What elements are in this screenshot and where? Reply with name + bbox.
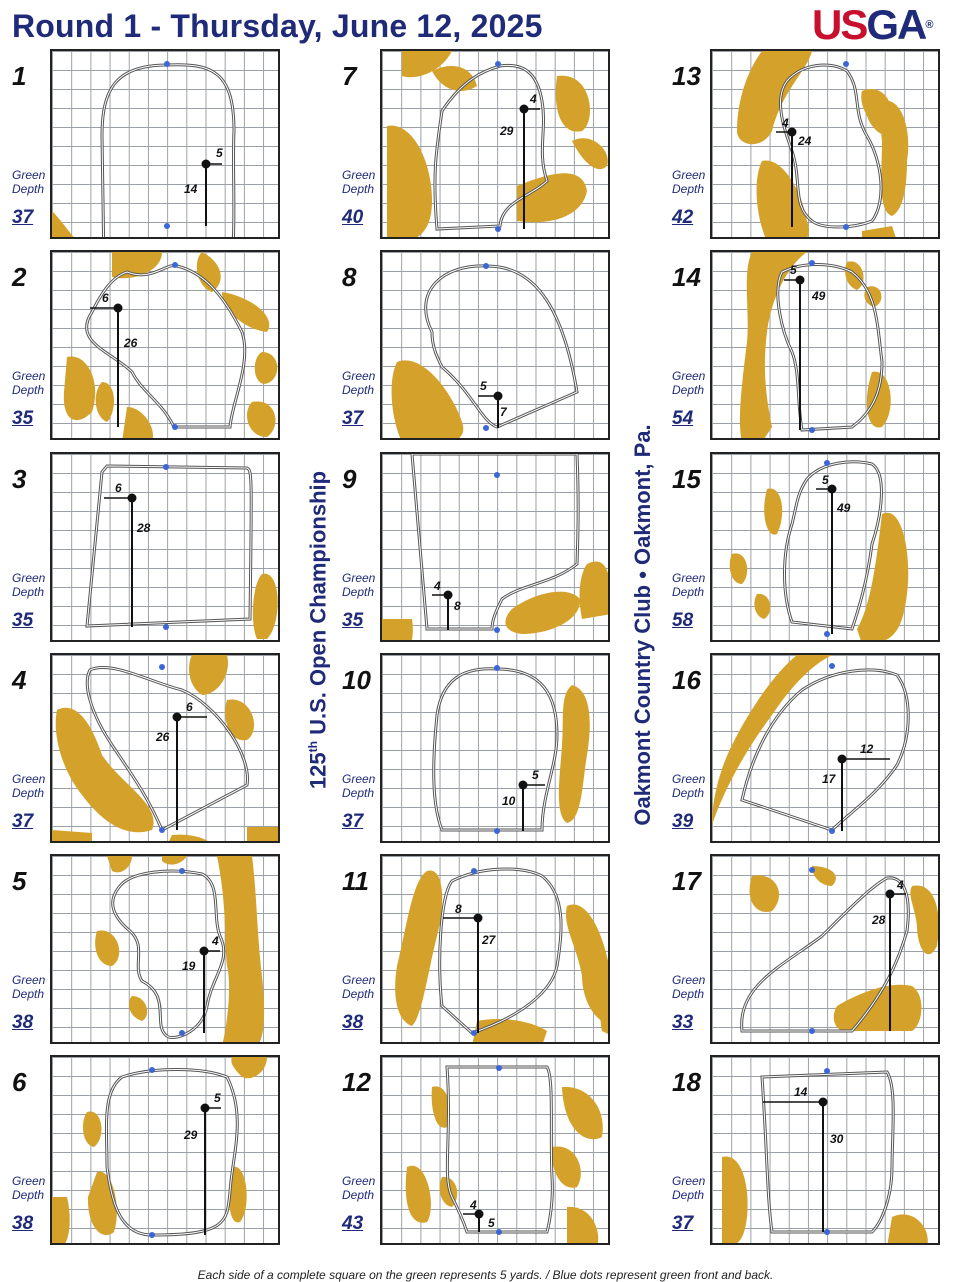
green-drawing [382,454,610,642]
green-depth-value: 35 [12,408,34,429]
hole-number: 17 [672,866,701,896]
bunker [255,352,278,384]
pin-position [519,781,528,790]
hole-number: 15 [672,464,701,494]
depth-yards: 27 [482,933,496,947]
green-depth-value: 58 [672,610,694,631]
green-drawing [382,1057,610,1245]
green-depth-value: 38 [12,1213,34,1234]
green-outline [434,669,557,830]
bunker [559,685,590,823]
depth-yards: 28 [137,521,151,535]
offset-yards: 4 [782,116,789,130]
green-label: Green Depth [342,772,376,800]
bunker [247,827,280,843]
offset-yards: 5 [790,263,797,277]
bunker [392,360,464,440]
bunker [757,161,809,239]
pin-position [474,914,483,923]
front-back-dot [159,664,165,670]
front-back-dot [164,223,170,229]
bunker [472,1019,547,1044]
green-drawing [712,655,940,843]
green-depth-value: 35 [12,610,34,631]
bunker [222,292,269,332]
front-back-dot [483,425,489,431]
green-drawing [52,856,280,1044]
green-outline [447,1067,552,1232]
offset-yards: 5 [822,473,829,487]
pin-position [886,890,895,899]
green-outline-inner [778,265,882,431]
front-back-dot [172,424,178,430]
offset-yards: 4 [434,579,441,593]
front-back-dot [809,260,815,266]
front-back-dot [179,868,185,874]
green-outline [87,466,251,626]
green-drawing [712,252,940,440]
front-back-dot [483,263,489,269]
green-outline-inner [434,669,557,830]
bunker [122,407,153,440]
bunker [162,856,187,865]
front-back-dot [809,1028,815,1034]
green-drawing [52,454,280,642]
bunker [764,488,782,534]
bunker [231,1057,267,1078]
front-back-dot [494,828,500,834]
hole-number: 8 [342,262,357,292]
green-drawing [712,1057,940,1245]
green-diagram [50,653,280,843]
green-drawing [712,51,940,239]
hole-number: 2 [12,262,27,292]
hole-number: 10 [342,665,371,695]
green-diagram [50,1055,280,1245]
offset-yards: 5 [214,1091,221,1105]
hole-number: 7 [342,61,357,91]
green-drawing [52,51,280,239]
bunker [754,594,770,619]
depth-yards: 26 [124,336,138,350]
green-label: Green Depth [342,1174,376,1202]
pin-position [494,392,503,401]
depth-yards: 28 [872,913,886,927]
bunker [910,886,938,955]
offset-yards: 12 [860,742,874,756]
bunker [552,1146,581,1187]
green-depth-value: 37 [672,1213,694,1234]
pin-position [828,485,837,494]
front-back-dot [809,867,815,873]
green-diagram [710,452,940,642]
bunker [737,51,812,144]
green-label: Green Depth [12,772,46,800]
green-diagram [50,854,280,1044]
bunker [722,1157,748,1245]
green-diagram [710,250,940,440]
page-title: Round 1 - Thursday, June 12, 2025 [12,8,543,44]
front-back-dot [494,472,500,478]
front-back-dot [163,624,169,630]
depth-yards: 10 [502,794,516,808]
green-label: Green Depth [342,973,376,1001]
front-back-dot [149,1067,155,1073]
usga-logo: USGA® [812,1,934,48]
green-label: Green Depth [12,973,46,1001]
bunker [88,1172,117,1236]
bunker [556,76,590,132]
green-drawing [382,51,610,239]
pin-position [788,128,797,137]
offset-yards: 4 [470,1198,477,1212]
green-depth-value: 40 [342,207,364,228]
bunker [107,856,132,872]
bunker [580,561,610,619]
hole-number: 18 [672,1067,701,1097]
green-diagram [710,1055,940,1245]
front-back-dot [179,1030,185,1036]
depth-yards: 7 [500,405,507,419]
green-diagram [710,854,940,1044]
front-back-dot [829,828,835,834]
green-depth-value: 33 [672,1012,694,1033]
championship-title: 125th U.S. Open Championship [305,470,331,790]
offset-yards: 8 [455,902,462,916]
front-back-dot [496,1229,502,1235]
hole-number: 13 [672,61,701,91]
green-depth-value: 38 [342,1012,364,1033]
front-back-dot [163,464,169,470]
offset-yards: 4 [530,92,537,106]
bunker [197,252,221,292]
front-back-dot [843,61,849,67]
green-label: Green Depth [672,369,706,397]
pin-position [114,304,123,313]
bunker [387,126,432,239]
offset-yards: 6 [115,481,122,495]
offset-yards: 4 [212,934,219,948]
footer-note: Each side of a complete square on the green represents 5 yards. / Blue dots represent green front and back. [197,1268,774,1282]
bunker [395,870,442,1026]
pin-position [200,947,209,956]
green-outline-inner [762,1072,893,1232]
green-label: Green Depth [672,168,706,196]
bunker [862,226,897,239]
pin-position [838,755,847,764]
green-drawing [382,252,610,440]
green-diagram [710,653,940,843]
green-label: Green Depth [12,571,46,599]
front-back-dot [164,61,170,67]
green-drawing [52,1057,280,1245]
green-diagram [50,452,280,642]
green-diagram [710,49,940,239]
green-diagram [380,49,610,239]
depth-yards: 8 [454,599,461,613]
depth-yards: 30 [830,1132,844,1146]
bunker [879,101,908,216]
pin-position [796,276,805,285]
bunker [96,382,114,422]
green-depth-value: 43 [342,1213,364,1234]
bunker [517,173,587,222]
front-back-dot [471,868,477,874]
front-back-dot [159,827,165,833]
depth-yards: 14 [184,182,198,196]
depth-yards: 5 [488,1216,495,1230]
front-back-dot [824,460,830,466]
front-back-dot [172,262,178,268]
depth-yards: 17 [822,772,836,786]
bunker [253,574,278,639]
hole-number: 16 [672,665,701,695]
green-depth-value: 37 [12,811,34,832]
green-diagram [380,250,610,440]
green-depth-value: 37 [12,207,34,228]
green-outline-inner [447,1067,552,1232]
bunker [189,655,228,695]
green-depth-value: 42 [672,207,694,228]
offset-yards: 4 [897,878,904,892]
green-drawing [382,655,610,843]
green-diagram [380,854,610,1044]
bunker [750,875,779,912]
bunker [64,356,95,420]
bunker [834,985,922,1031]
bunker [567,1207,598,1245]
hole-number: 12 [342,1067,371,1097]
front-back-dot [494,627,500,633]
green-diagram [50,250,280,440]
front-back-dot [824,1229,830,1235]
offset-yards: 5 [532,768,539,782]
green-drawing [52,655,280,843]
bunker [406,1166,431,1223]
green-outline-inner [440,869,561,1033]
bunker [52,830,92,843]
green-depth-value: 35 [342,610,364,631]
green-depth-value: 38 [12,1012,34,1033]
green-label: Green Depth [12,369,46,397]
green-diagram [380,1055,610,1245]
hole-number: 14 [672,262,701,292]
front-back-dot [496,1065,502,1071]
green-label: Green Depth [12,1174,46,1202]
bunker [83,1111,101,1147]
front-back-dot [495,61,501,67]
green-label: Green Depth [672,571,706,599]
offset-yards: 5 [480,379,487,393]
hole-number: 1 [12,61,27,91]
hole-number: 11 [342,866,369,896]
pin-position [201,1104,210,1113]
bunker [887,1214,928,1245]
front-back-dot [843,224,849,230]
venue-title: Oakmont Country Club • Oakmont, Pa. [630,424,655,826]
green-label: Green Depth [342,168,376,196]
depth-yards: 24 [798,134,812,148]
bunker [730,553,748,584]
hole-number: 6 [12,1067,27,1097]
green-label: Green Depth [342,369,376,397]
offset-yards: 6 [186,700,193,714]
green-depth-value: 37 [342,811,364,832]
front-back-dot [494,665,500,671]
hole-number: 3 [12,464,27,494]
green-outline-inner [113,871,224,1037]
pin-position [128,494,137,503]
front-back-dot [829,663,835,669]
front-back-dot [824,631,830,637]
offset-yards: 5 [216,146,223,160]
green-outline [440,869,561,1033]
bunker [52,211,77,239]
green-label: Green Depth [672,772,706,800]
offset-yards: 14 [794,1085,808,1099]
green-diagram [380,452,610,642]
depth-yards: 29 [184,1128,198,1142]
bunker [52,1197,70,1245]
green-outline [113,871,224,1037]
bunker [562,1087,603,1139]
offset-yards: 6 [102,291,109,305]
pin-position [202,160,211,169]
bunker [857,513,908,642]
green-diagram [380,653,610,843]
depth-yards: 19 [182,959,196,973]
bunker [95,930,119,966]
green-outline [102,65,234,239]
hole-number: 9 [342,464,357,494]
green-depth-value: 54 [672,408,694,429]
bunker [56,708,154,833]
bunker [812,866,836,886]
green-outline-inner [102,65,234,239]
bunker [247,401,275,437]
depth-yards: 49 [812,289,826,303]
green-drawing [382,856,610,1044]
front-back-dot [471,1030,477,1036]
depth-yards: 26 [156,730,170,744]
depth-yards: 29 [500,124,514,138]
front-back-dot [149,1232,155,1238]
green-outline [762,1072,893,1232]
bunker [572,138,608,169]
bunker [382,619,413,642]
pin-position [173,713,182,722]
green-drawing [712,856,940,1044]
green-depth-value: 39 [672,811,694,832]
hole-number: 5 [12,866,27,896]
green-diagram [50,49,280,239]
green-drawing [52,252,280,440]
green-depth-value: 37 [342,408,364,429]
front-back-dot [824,1068,830,1074]
bunker [867,372,891,428]
bunker [167,835,210,843]
bunker [505,592,580,634]
pin-position [520,105,529,114]
green-label: Green Depth [672,1174,706,1202]
pin-position [444,591,453,600]
hole-number: 4 [12,665,27,695]
depth-yards: 49 [837,501,851,515]
front-back-dot [809,427,815,433]
front-back-dot [495,226,501,232]
pin-position [819,1098,828,1107]
green-label: Green Depth [342,571,376,599]
green-outline-inner [87,466,251,626]
green-drawing [712,454,940,642]
green-label: Green Depth [672,973,706,1001]
bunker [129,996,147,1021]
green-label: Green Depth [12,168,46,196]
